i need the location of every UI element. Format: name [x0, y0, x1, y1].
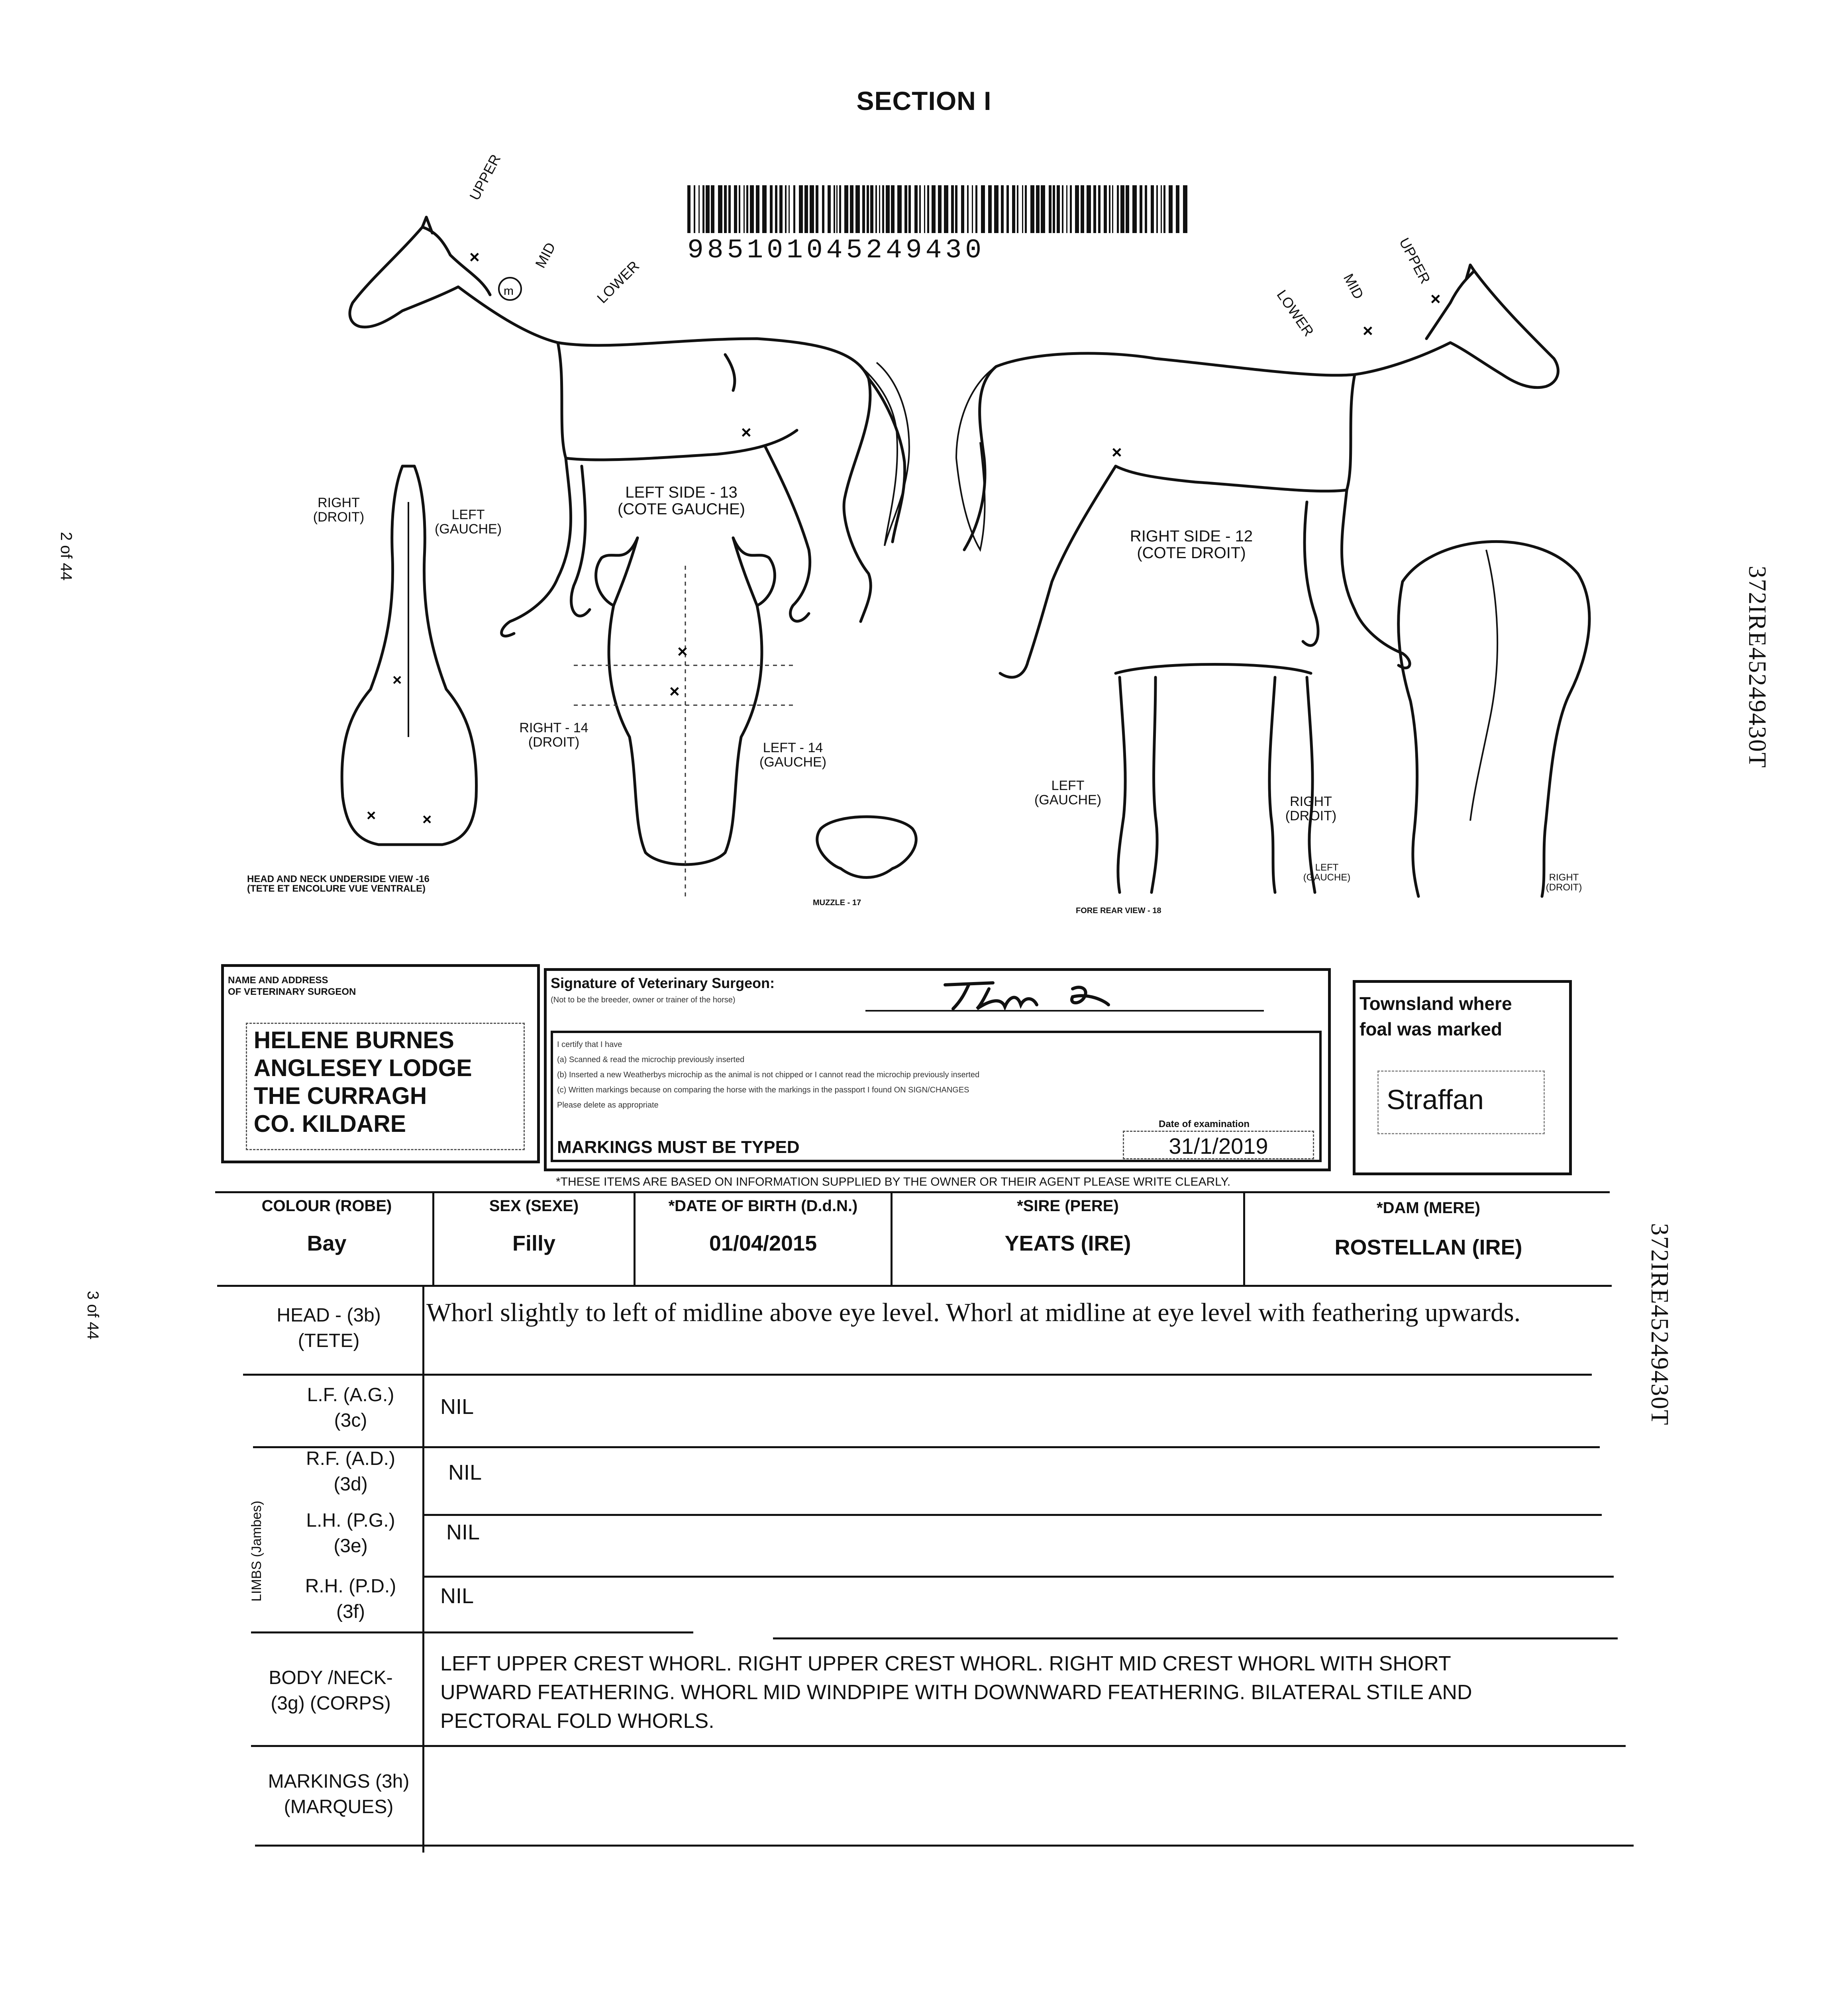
page-number-upper: 2 of 44: [57, 532, 75, 581]
underside-right-label: RIGHT (DROIT): [313, 495, 365, 525]
townsland-box: [1353, 980, 1572, 1175]
lh-label: L.H. (P.G.) (3e): [306, 1510, 395, 1557]
horse-identification-diagram: [0, 0, 1848, 964]
fore-view-outline: [1116, 665, 1315, 893]
svg-text:×: ×: [392, 671, 402, 689]
svg-text:×: ×: [1363, 321, 1373, 341]
sex-value: Filly: [512, 1231, 556, 1255]
side-code-lower: 372IRE45249430T: [1646, 1223, 1673, 1426]
sire-value: YEATS (IRE): [1004, 1231, 1131, 1255]
dam-header: *DAM (MERE): [1377, 1199, 1480, 1217]
fore-caption: FORE REAR VIEW - 18: [1076, 906, 1161, 915]
certify-line-5: Please delete as appropriate: [557, 1101, 659, 1110]
certify-line-2: (a) Scanned & read the microchip previously inserted: [557, 1055, 745, 1064]
certification-box: [551, 1031, 1322, 1162]
signature-label: Signature of Veterinary Surgeon:: [551, 975, 775, 991]
signature-sub-label: (Not to be the breeder, owner or trainer of the horse): [551, 996, 736, 1004]
certify-line-1: I certify that I have: [557, 1040, 622, 1049]
neck-label-mid-left: MID: [532, 239, 559, 271]
sire-header: *SIRE (PERE): [1017, 1197, 1119, 1215]
muzzle-caption: MUZZLE - 17: [813, 898, 861, 907]
vet-box-label: NAME AND ADDRESS OF VETERINARY SURGEON: [228, 975, 356, 997]
right-side-horse-outline: [956, 265, 1558, 677]
underside-left-label: LEFT (GAUCHE): [434, 507, 502, 537]
microchip-number: 985101045249430: [687, 235, 985, 266]
townsland-label: Townsland where foal was marked: [1360, 993, 1512, 1040]
svg-text:×: ×: [741, 423, 751, 442]
svg-text:×: ×: [1430, 289, 1441, 309]
svg-text:×: ×: [669, 682, 680, 701]
certify-line-4: (c) Written markings because on comparing the horse with the markings in the passport I found ON SIGN/CHANGES: [557, 1086, 969, 1094]
vet-name-line-1: HELENE BURNES: [253, 1027, 454, 1053]
head-front-view-outline: [574, 538, 797, 896]
neck-label-mid-right: MID: [1340, 271, 1367, 302]
svg-text:×: ×: [677, 642, 688, 661]
dam-value: ROSTELLAN (IRE): [1334, 1235, 1522, 1259]
exam-date-label: Date of examination: [1159, 1119, 1250, 1129]
exam-date: 31/1/2019: [1123, 1131, 1314, 1159]
hind-left-label: LEFT (GAUCHE): [1303, 862, 1351, 883]
side-code-upper: 372IRE45249430T: [1744, 566, 1771, 769]
markings-label: MARKINGS (3h) (MARQUES): [268, 1771, 410, 1818]
rf-value: NIL: [448, 1461, 482, 1484]
vet-name-line-4: CO. KILDARE: [253, 1110, 406, 1137]
neck-label-upper-left: UPPER: [466, 151, 504, 203]
vet-details-box: [221, 964, 540, 1163]
head-value: Whorl slightly to left of midline above eye level. Whorl at midline at eye level with feathering upwards.: [426, 1298, 1521, 1327]
head-label: HEAD - (3b) (TETE): [277, 1305, 381, 1351]
fore-left-label: LEFT (GAUCHE): [1034, 778, 1102, 808]
svg-text:×: ×: [422, 811, 432, 828]
owner-notice: *THESE ITEMS ARE BASED ON INFORMATION SUPPLIED BY THE OWNER OR THEIR AGENT PLEASE WRITE CLEARLY.: [556, 1175, 1231, 1188]
neck-label-lower-right: LOWER: [1273, 287, 1317, 339]
neck-label-lower-left: LOWER: [594, 257, 643, 306]
hind-right-label: RIGHT (DROIT): [1546, 872, 1582, 893]
body-label: BODY /NECK- (3g) (CORPS): [269, 1667, 393, 1714]
vet-signature: [937, 973, 1160, 1013]
rh-value: NIL: [440, 1584, 474, 1608]
right-side-label: RIGHT SIDE - 12 (COTE DROIT): [1130, 527, 1253, 562]
left-side-label: LEFT SIDE - 13 (COTE GAUCHE): [618, 484, 745, 518]
page-number-lower: 3 of 44: [84, 1291, 102, 1340]
svg-text:×: ×: [1112, 443, 1122, 462]
left-side-neck-mark-x: ×: [469, 247, 480, 267]
rf-label: R.F. (A.D.) (3d): [306, 1448, 395, 1495]
head-right-label: RIGHT - 14 (DROIT): [519, 720, 589, 750]
underside-caption: HEAD AND NECK UNDERSIDE VIEW -16 (TETE ET ENCOLURE VUE VENTRALE): [247, 874, 430, 894]
fore-right-label: RIGHT (DROIT): [1285, 794, 1337, 823]
limbs-label: LIMBS (Jambes): [249, 1500, 264, 1602]
lf-value: NIL: [440, 1395, 474, 1419]
dob-header: *DATE OF BIRTH (D.d.N.): [668, 1197, 858, 1215]
vet-stamp: [246, 1023, 525, 1150]
hind-view-outline: [1399, 541, 1589, 896]
neck-label-upper-right: UPPER: [1396, 235, 1434, 286]
head-left-label: LEFT - 14 (GAUCHE): [759, 740, 827, 770]
muzzle-outline: [817, 817, 916, 878]
vet-name-line-3: THE CURRAGH: [253, 1082, 427, 1109]
typed-notice: MARKINGS MUST BE TYPED: [557, 1137, 800, 1157]
lh-value: NIL: [446, 1520, 480, 1544]
colour-value: Bay: [307, 1231, 347, 1255]
svg-text:×: ×: [367, 807, 376, 824]
colour-header: COLOUR (ROBE): [261, 1197, 392, 1215]
dob-value: 01/04/2015: [709, 1231, 817, 1255]
signature-box: [544, 968, 1331, 1171]
vet-name-line-2: ANGLESEY LODGE: [253, 1055, 472, 1081]
rh-label: R.H. (P.D.) (3f): [305, 1576, 396, 1622]
microchip-mark: m: [504, 284, 514, 298]
certify-line-3: (b) Inserted a new Weatherbys microchip as the animal is not chipped or I cannot read the microchip previously inserted: [557, 1071, 980, 1079]
townsland-value: Straffan: [1377, 1071, 1545, 1134]
section-title: SECTION I: [856, 86, 992, 116]
sex-header: SEX (SEXE): [489, 1197, 579, 1215]
body-value: LEFT UPPER CREST WHORL. RIGHT UPPER CREST WHORL. RIGHT MID CREST WHORL WITH SHORT UPWARD FEATHERING. WHORL MID WINDPIPE WITH DOWNWARD FEATHERING. BILATERAL STILE AND PECTORAL FOLD WHORLS.: [440, 1652, 1472, 1733]
lf-label: L.F. (A.G.) (3c): [307, 1384, 394, 1431]
